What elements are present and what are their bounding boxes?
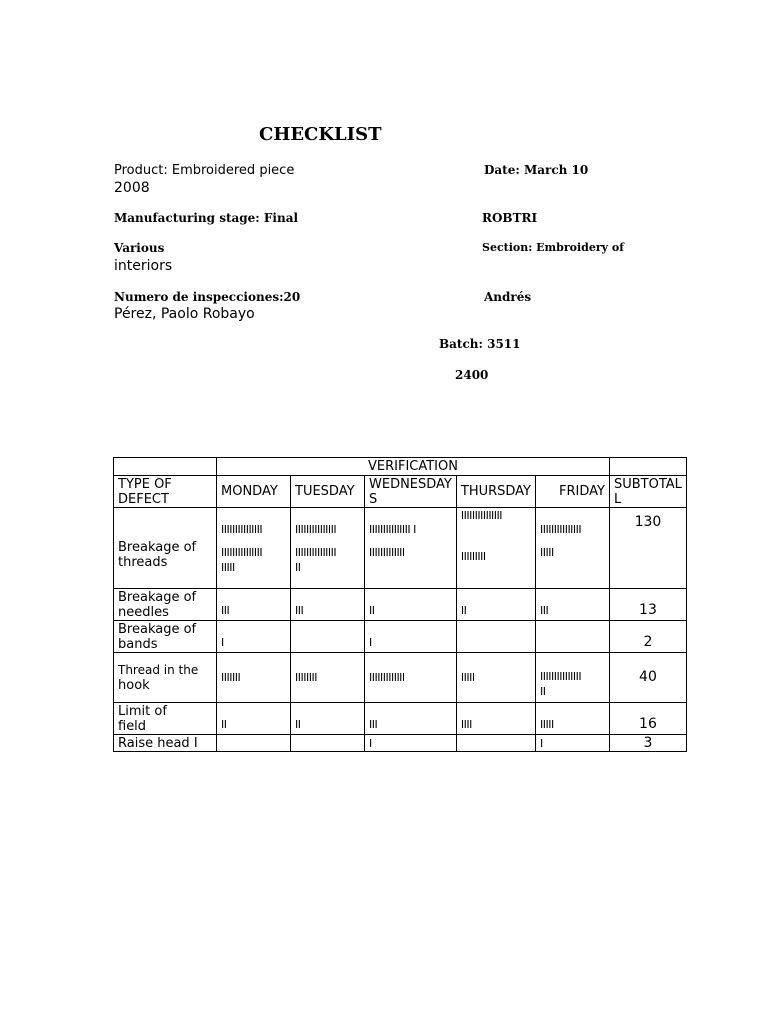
tally-cell: IIII — [456, 703, 535, 735]
subtotal-value: 16 — [610, 703, 687, 735]
tuesday-header: TUESDAY — [291, 476, 365, 508]
tally-line: IIIIIIIIIIIIIII — [295, 546, 337, 559]
tally-cell — [456, 735, 535, 752]
tally-cell: IIIIIII — [217, 653, 291, 703]
tally-cell: IIIII — [536, 703, 610, 735]
defect-label — [114, 703, 217, 735]
manufacturing-stage: Manufacturing stage: Final — [114, 211, 299, 225]
label-line: hook — [118, 677, 150, 693]
tally-cell: III — [291, 589, 365, 621]
tally-cell: II — [365, 589, 457, 621]
tally-cell: I — [536, 735, 610, 752]
section-label: Section: Embroidery of — [482, 241, 624, 254]
thursday-header: THURSDAY — [456, 476, 535, 508]
friday-header: FRIDAY — [536, 476, 610, 508]
inspectors-names: Pérez, Paolo Robayo — [114, 306, 255, 322]
tally-cell — [217, 508, 291, 589]
tally-line: II — [295, 561, 301, 574]
tally-cell: III — [365, 703, 457, 735]
tally-cell — [536, 621, 610, 653]
tally-cell: IIIIIIIIIIIII — [365, 653, 457, 703]
robtri-label: ROBTRI — [482, 211, 538, 225]
tally-cell: IIIII — [456, 653, 535, 703]
various-label: Various — [114, 241, 165, 255]
tally-cell — [456, 621, 535, 653]
tally-line: IIIIIIIIIIIIIII — [221, 546, 263, 559]
subtotal-value: 2 — [610, 621, 687, 653]
andres-label: Andrés — [484, 290, 532, 304]
tally-line: IIIII — [221, 561, 235, 574]
tally-cell — [536, 508, 610, 589]
product-year: 2008 — [114, 180, 150, 196]
batch-number: 2400 — [455, 368, 489, 382]
subtotal-value: 3 — [610, 735, 687, 752]
label-line: Limit of — [118, 703, 167, 719]
interiors-label: interiors — [114, 258, 173, 274]
tally-line: IIIIIIIIIIIIIII — [540, 669, 582, 683]
subtotal-value: 40 — [610, 653, 687, 703]
tally-line: IIIIIIIIIIIIIII — [540, 523, 582, 536]
header-line: DEFECT — [118, 491, 169, 507]
tally-cell: I — [365, 621, 457, 653]
defect-label — [114, 653, 217, 703]
subtotal-value: 13 — [610, 589, 687, 621]
header-line: TYPE OF — [118, 476, 172, 492]
tally-cell: IIIIIIII — [291, 653, 365, 703]
tally-cell: I — [365, 735, 457, 752]
tally-cell — [536, 653, 610, 703]
header-empty-cell — [114, 458, 217, 476]
header-line: SUBTOTAL — [614, 476, 682, 492]
tally-line: IIIIIIIIIIIIIII — [295, 523, 337, 536]
tally-cell: II — [456, 589, 535, 621]
header-line: L — [614, 491, 622, 507]
tally-cell: I — [217, 621, 291, 653]
tally-cell — [291, 621, 365, 653]
batch-label: Batch: 3511 — [439, 337, 521, 351]
tally-line: IIIIIIIIIIIII — [369, 546, 405, 559]
tally-cell — [456, 508, 535, 589]
tally-cell: II — [217, 703, 291, 735]
header-line: S — [369, 491, 378, 507]
tally-line: IIIIIIIII — [460, 550, 486, 563]
tally-cell — [365, 508, 457, 589]
label-line: threads — [118, 555, 168, 570]
defect-label: Raise head I — [114, 735, 217, 752]
label-line: needles — [118, 604, 169, 620]
defect-label — [114, 621, 217, 653]
defects-table — [113, 457, 687, 752]
tally-cell: II — [291, 703, 365, 735]
label-line: Breakage of — [118, 540, 197, 555]
tally-cell — [217, 735, 291, 752]
tally-cell: III — [217, 589, 291, 621]
subtotal-header — [610, 476, 687, 508]
page-title: CHECKLIST — [259, 124, 382, 145]
defect-label — [114, 508, 217, 589]
subtotal-value: 130 — [610, 508, 687, 589]
label-line: field — [118, 718, 147, 734]
tally-line: IIIIIIIIIIIIIII — [221, 523, 263, 536]
inspections-label: Numero de inspecciones:20 — [114, 290, 301, 304]
verification-header: VERIFICATION — [217, 458, 610, 476]
tally-line: II — [540, 684, 546, 698]
tally-cell: III — [536, 589, 610, 621]
tally-cell — [291, 508, 365, 589]
type-of-defect-header — [114, 476, 217, 508]
label-line: Thread in the — [118, 662, 199, 677]
defect-label — [114, 589, 217, 621]
monday-header: MONDAY — [217, 476, 291, 508]
label-line: Breakage of — [118, 589, 197, 605]
wednesday-header — [365, 476, 457, 508]
tally-line: IIIIIIIIIIIIIII — [460, 509, 503, 522]
header-empty-cell — [610, 458, 687, 476]
label-line: Breakage of — [118, 621, 197, 637]
tally-cell — [291, 735, 365, 752]
product-label: Product: Embroidered piece — [114, 163, 295, 178]
label-line: bands — [118, 636, 158, 652]
date-label: Date: March 10 — [484, 163, 589, 177]
tally-line: IIIIIIIIIIIIIII I — [369, 523, 416, 536]
header-line: WEDNESDAY — [369, 476, 452, 492]
tally-line: IIIII — [540, 546, 554, 559]
